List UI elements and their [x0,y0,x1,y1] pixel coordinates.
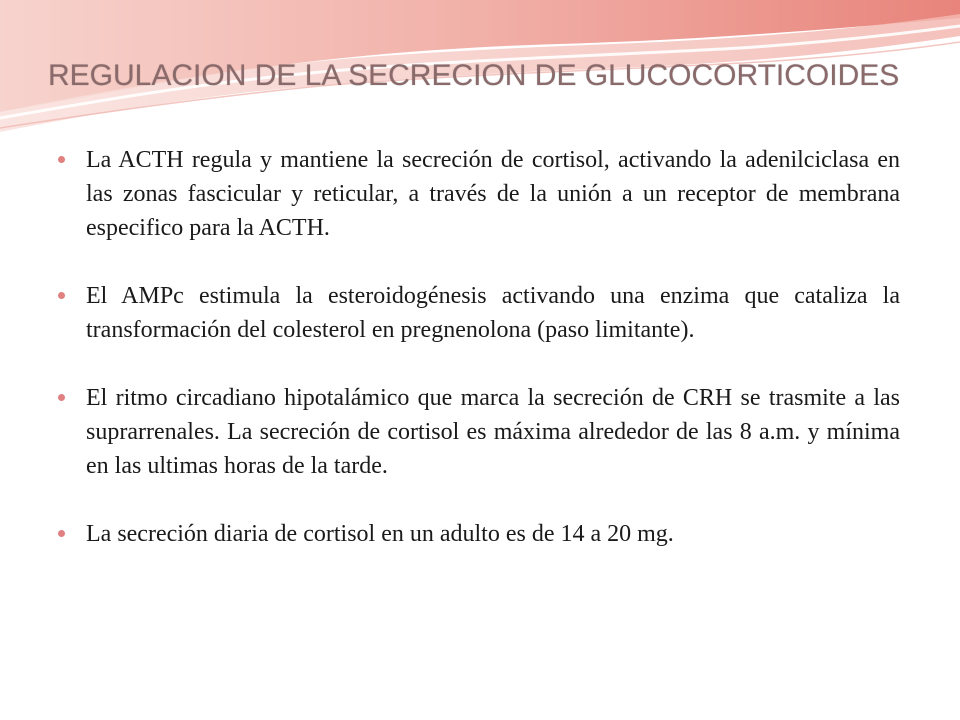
bullet-text: La ACTH regula y mantiene la secreción de cortisol, activando la adenilciclasa en las zonas fascicular y reticular, a través de la unión a un receptor de membrana especifico para la ACTH. [86,147,900,241]
bullet-dot-icon [58,394,65,401]
bullet-text: El ritmo circadiano hipotalámico que marca la secreción de CRH se trasmite a las suprarrenales. La secreción de cortisol es máxima alrededor de las 8 a.m. y mínima en las ultimas horas de la tarde. [86,385,900,479]
bullet-text: El AMPc estimula la esteroidogénesis activando una enzima que cataliza la transformación del colesterol en pregnenolona (paso limitante). [86,283,900,343]
bullet-dot-icon [58,156,65,163]
bullet-dot-icon [58,530,65,537]
bullet-item [56,143,900,245]
bullet-list [56,143,900,585]
bullet-dot-icon [58,292,65,299]
bullet-item [56,381,900,483]
bullet-text: La secreción diaria de cortisol en un adulto es de 14 a 20 mg. [86,521,674,547]
bullet-item [56,279,900,347]
slide-title: REGULACION DE LA SECRECION DE GLUCOCORTICOIDES [48,59,900,92]
bullet-item [56,517,900,551]
